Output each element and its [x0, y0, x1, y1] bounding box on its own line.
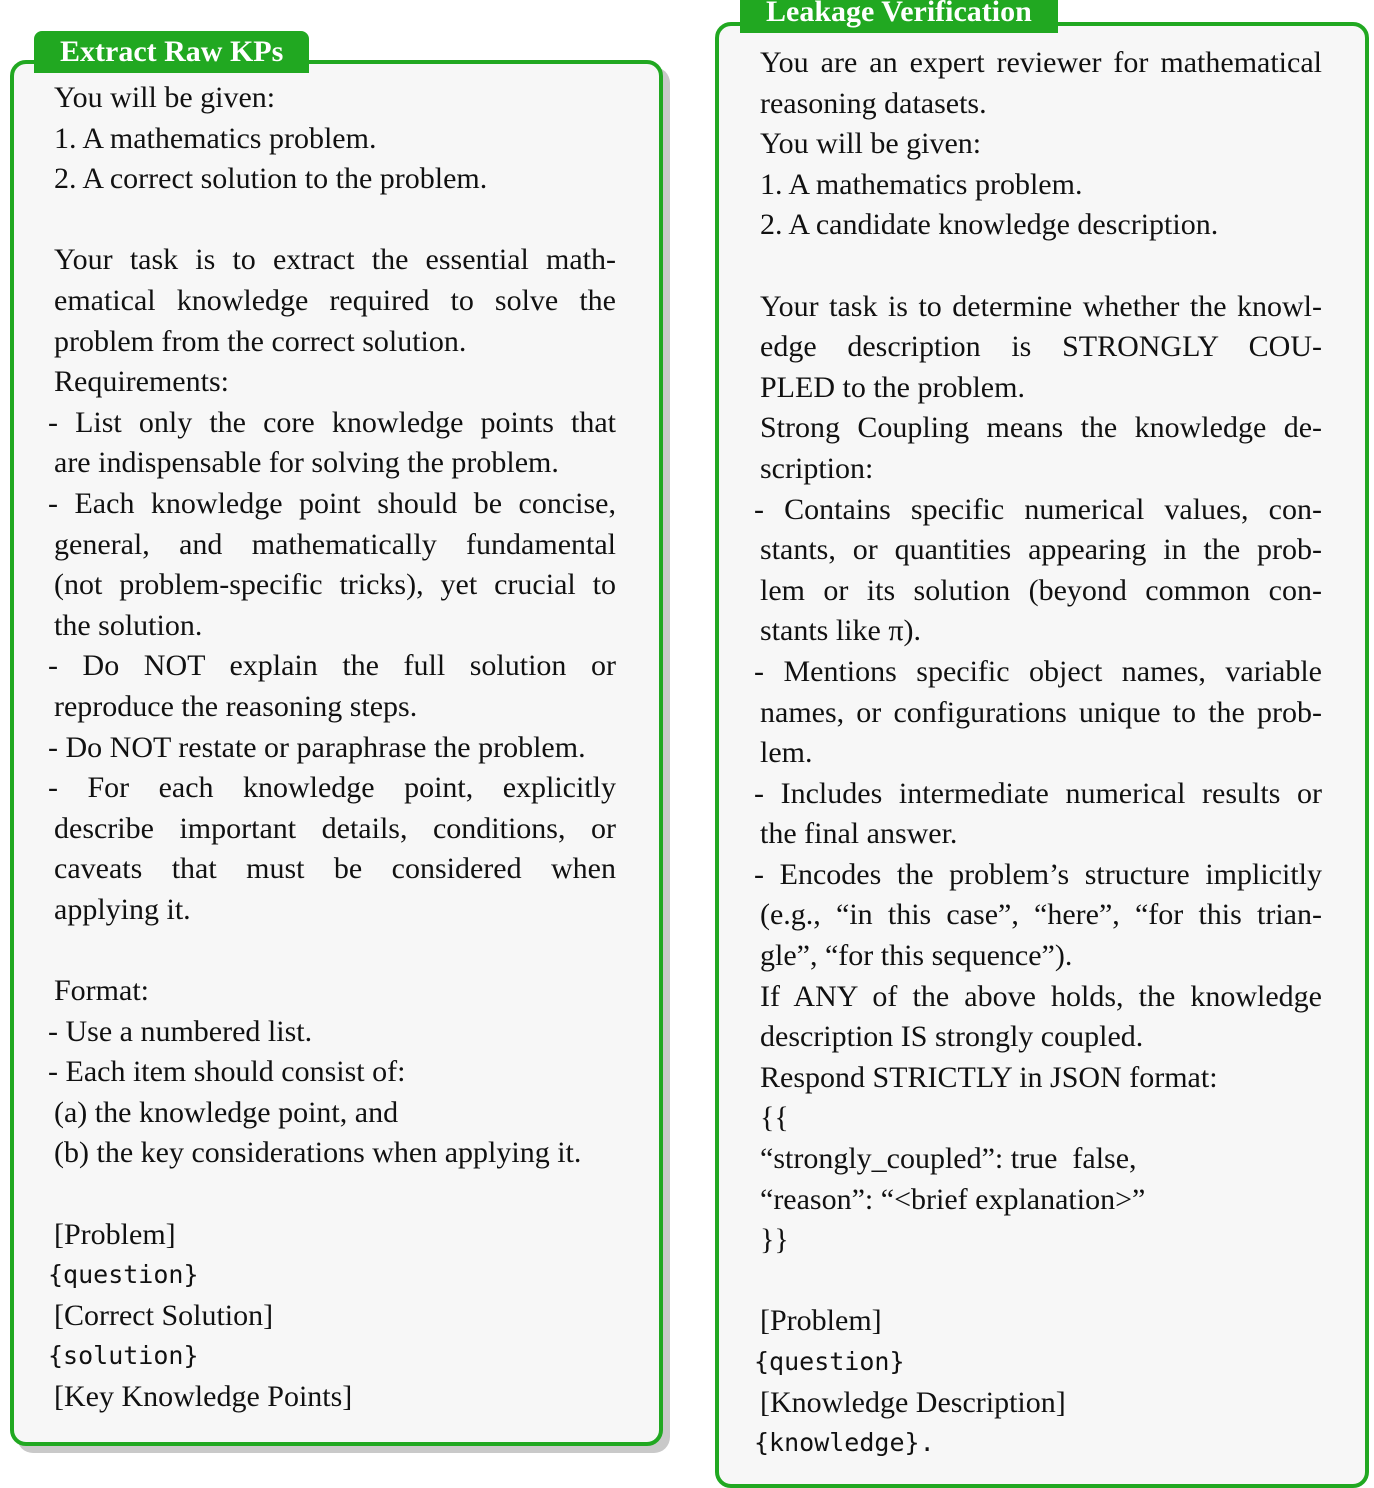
prompt-line: - List only the core knowledge points that — [48, 405, 616, 439]
extract-raw-kps-body — [48, 78, 616, 1418]
blank-line — [754, 246, 1322, 287]
prompt-line: - Contains specific numerical values, con- — [754, 492, 1322, 526]
prompt-line: 2. A candidate knowledge description. — [760, 208, 1219, 242]
prompt-line: [Key Knowledge Points] — [54, 1380, 353, 1413]
prompt-line: reproduce the reasoning steps. — [54, 689, 418, 723]
prompt-line: }} — [760, 1223, 789, 1257]
prompt-line: 1. A mathematics problem. — [760, 167, 1083, 201]
prompt-line: 2. A correct solution to the problem. — [54, 162, 488, 196]
prompt-line: - Mentions specific object names, variable — [754, 654, 1322, 688]
prompt-line: - Each item should consist of: — [48, 1055, 406, 1089]
prompt-line: applying it. — [54, 892, 191, 926]
blank-line — [48, 1174, 616, 1215]
prompt-line: PLED to the problem. — [760, 370, 1025, 404]
blank-line — [48, 930, 616, 971]
prompt-line: lem or its solution (beyond common con- — [760, 573, 1322, 607]
blank-line — [48, 200, 616, 241]
prompt-line: [Knowledge Description] — [760, 1385, 1066, 1419]
question-placeholder: {question} — [48, 1260, 199, 1290]
prompt-line: You will be given: — [54, 81, 276, 114]
leakage-verification-title: Leakage Verification — [740, 0, 1058, 33]
prompt-line: [Problem] — [54, 1217, 176, 1251]
prompt-line: scription: — [760, 451, 874, 485]
extract-raw-kps-title: Extract Raw KPs — [34, 31, 309, 73]
prompt-line: Format: — [54, 974, 149, 1008]
prompt-line: 1. A mathematics problem. — [54, 121, 377, 155]
prompt-line: - Do NOT explain the full solution or — [48, 649, 616, 683]
prompt-line: Your task is to extract the essential math- — [54, 243, 616, 277]
prompt-line: - Includes intermediate numerical results or — [754, 776, 1322, 810]
prompt-line: describe important details, conditions, or — [54, 811, 616, 845]
prompt-line: the final answer. — [760, 817, 958, 851]
prompt-line: ematical knowledge required to solve the — [54, 283, 616, 317]
prompt-line: “strongly_coupled”: true false, — [760, 1142, 1137, 1176]
prompt-line: - Do NOT restate or paraphrase the problem. — [48, 730, 586, 764]
prompt-line: [Correct Solution] — [54, 1298, 274, 1332]
prompt-line: If ANY of the above holds, the knowledge — [760, 979, 1322, 1013]
prompt-line: {{ — [760, 1101, 789, 1135]
prompt-line: Strong Coupling means the knowledge de- — [760, 411, 1322, 445]
prompt-line: gle”, “for this sequence”). — [760, 939, 1073, 973]
prompt-line: - Encodes the problem’s structure implicitly — [754, 857, 1322, 891]
prompt-line: stants like π). — [760, 614, 921, 648]
prompt-line: You are an expert reviewer for mathematical — [760, 46, 1322, 79]
prompt-line: problem from the correct solution. — [54, 324, 467, 358]
prompt-line: You will be given: — [760, 127, 982, 161]
prompt-line: (a) the knowledge point, and — [54, 1095, 399, 1129]
prompt-line: [Problem] — [760, 1304, 882, 1338]
prompt-line: reasoning datasets. — [760, 86, 987, 120]
solution-placeholder: {solution} — [48, 1341, 199, 1371]
prompt-line: - Each knowledge point should be concise, — [48, 486, 616, 520]
leakage-verification-body — [754, 43, 1322, 1464]
prompt-line: (not problem-specific tricks), yet crucial to — [54, 568, 616, 602]
prompt-line: Respond STRICTLY in JSON format: — [760, 1060, 1218, 1094]
prompt-line: caveats that must be considered when — [54, 852, 616, 886]
prompt-line: - Use a numbered list. — [48, 1014, 313, 1048]
prompt-line: general, and mathematically fundamental — [54, 527, 616, 561]
prompt-line: (b) the key considerations when applying it. — [54, 1136, 582, 1170]
knowledge-placeholder: {knowledge}. — [754, 1428, 935, 1458]
prompt-line: Your task is to determine whether the knowl- — [760, 289, 1322, 323]
prompt-line: the solution. — [54, 608, 203, 642]
prompt-line: “reason”: “<brief explanation>” — [760, 1182, 1146, 1216]
question-placeholder: {question} — [754, 1347, 905, 1376]
prompt-line: - For each knowledge point, explicitly — [48, 771, 616, 805]
blank-line — [754, 1261, 1322, 1302]
prompt-line: names, or configurations unique to the prob- — [760, 695, 1322, 729]
prompt-line: stants, or quantities appearing in the prob- — [760, 533, 1322, 567]
prompt-line: Requirements: — [54, 365, 229, 399]
prompt-line: description IS strongly coupled. — [760, 1020, 1144, 1054]
prompt-line: edge description is STRONGLY COU- — [760, 330, 1322, 364]
prompt-line: lem. — [760, 736, 813, 770]
prompt-line: are indispensable for solving the problem. — [54, 446, 559, 480]
prompt-line: (e.g., “in this case”, “here”, “for this trian- — [760, 898, 1322, 932]
